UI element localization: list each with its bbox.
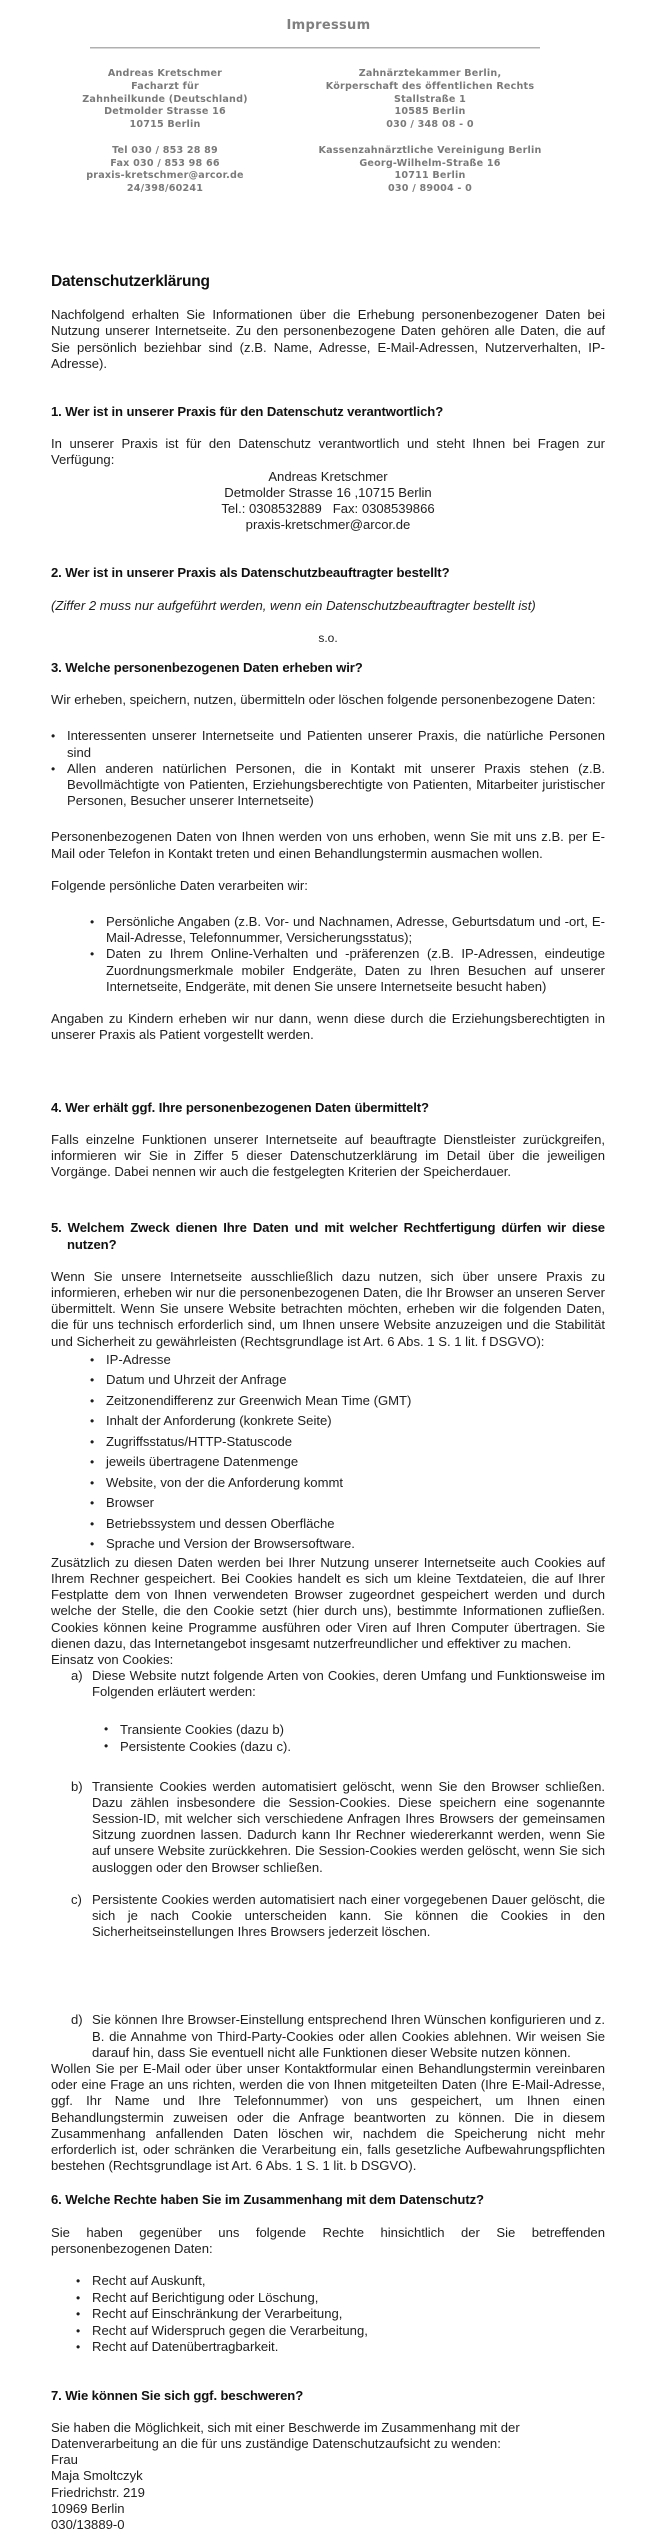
responsible-phones: Tel.: 0308532889 Fax: 0308539866 [221, 501, 435, 517]
item-text: Diese Website nutzt folgende Arten von Cookies, deren Umfang und Funktionsweise im Folgenden erläutert werden: [92, 1668, 605, 1700]
section-6-text: Sie haben gegenüber uns folgende Rechte hinsichtlich der Sie betreffenden personenbezogenen Daten: [51, 2224, 605, 2256]
list-item: • Allen anderen natürlichen Personen, die in Kontakt mit unserer Praxis stehen (z.B. Bevollmächtigte von Patienten, Erziehungsberechtigte von Patienten, Mitarbeiter juristischer Personen, Besucher unserer Internetseite) [67, 761, 605, 810]
collection-paragraph: Personenbezogenen Daten von Ihnen werden von uns erhoben, wenn Sie mit uns z.B. per E-Mail oder Telefon in Kontakt treten und einen Behandlungstermin ausmachen wollen. [51, 829, 605, 861]
responsible-name: Andreas Kretschmer [268, 468, 388, 484]
cookie-types-list [92, 1721, 605, 1755]
server-data-list [51, 1350, 605, 1555]
list-item: • Transiente Cookies (dazu b) [120, 1721, 605, 1738]
item-text: Sie können Ihre Browser-Einstellung entsprechend Ihren Wünschen konfigurieren und z. B. die Annahme von Third-Party-Cookies oder allen Cookies ablehnen. Wir weisen Sie darauf hin, dass Sie eventuell nicht alle Funktionen dieser Website nutzen können. [92, 2012, 605, 2060]
section-2-heading: 2. Wer ist in unserer Praxis als Datenschutzbeauftragter bestellt? [51, 565, 450, 581]
impressum-divider [90, 47, 540, 49]
cookie-item-a [71, 1668, 605, 1778]
item-marker: b) [71, 1778, 83, 1794]
intro-paragraph: Nachfolgend erhalten Sie Informationen über die Erhebung personenbezogener Daten bei Nutzung unserer Internetseite. Zu den personenbezogene Daten gehören alle Daten, die auf Sie persönlich beziehbar sind (z.B. Name, Adresse, E-Mail-Adressen, Nutzerverhalten, IP-Adresse). [51, 307, 605, 371]
item-marker: a) [71, 1668, 83, 1684]
chamber-city: 10585 Berlin [394, 106, 466, 118]
list-item: • Datum und Uhrzeit der Anfrage [106, 1370, 605, 1391]
list-item: • Persönliche Angaben (z.B. Vor- und Nachnamen, Adresse, Geburtsdatum und -ort, E-Mail-Adresse, Telefonnummer, Versicherungsstatus); [106, 914, 605, 946]
section-7-heading: 7. Wie können Sie sich ggf. beschweren? [51, 2387, 304, 2403]
impressum-title: Impressum [286, 18, 371, 33]
data-subjects-list [51, 728, 605, 809]
list-item: • Interessenten unserer Internetseite und Patienten unserer Praxis, die natürliche Personen sind [67, 728, 605, 760]
responsible-address: Detmolder Strasse 16 ,10715 Berlin [224, 484, 432, 500]
rights-list [51, 2273, 605, 2356]
chamber-street: Stallstraße 1 [393, 93, 467, 105]
section-5-text: Wenn Sie unsere Internetseite ausschließlich dazu nutzen, sich über unsere Praxis zu informieren, erheben wir nur die personenbezogenen Daten, die Ihr Browser an unseren Server übermittelt. Wenn Sie unsere Website betrachten möchten, erheben wir die folgenden Daten, die für uns technisch erforderlich sind, um Ihnen unsere Website anzuzeigen und die Stabilität und Sicherheit zu gewährleisten (Rechtsgrundlage ist Art. 6 Abs. 1 S. 1 lit. f DSGVO): [51, 1268, 605, 1349]
children-paragraph: Angaben zu Kindern erheben wir nur dann, wenn diese durch die Erziehungsberechtigten in unserer Praxis als Patient vorgestellt werden. [51, 1011, 605, 1043]
list-item: • Browser [106, 1493, 605, 1514]
item-text: Persistente Cookies werden automatisiert nach einer vorgegebenen Dauer gelöscht, die sich je nach Cookie unterscheiden kann. Sie können die Cookies in den Sicherheitseinstellungen Ihres Browsers jederzeit löschen. [92, 1891, 605, 1940]
practice-name: Andreas Kretschmer [107, 68, 223, 79]
chamber-name: Zahnärztekammer Berlin, [358, 68, 502, 79]
practice-contact-block [55, 68, 275, 196]
cookies-label: Einsatz von Cookies: [51, 1651, 174, 1667]
section-4-heading: 4. Wer erhält ggf. Ihre personenbezogenen Daten übermittelt? [51, 1099, 429, 1115]
supervisory-authority-contact [51, 2452, 605, 2533]
list-item: • Daten zu Ihrem Online-Verhalten und -präferenzen (z.B. IP-Adressen, eindeutige Zuordnungsmerkmale mobiler Endgeräte, Daten zu Ihren Besuchen auf unserer Internetseite, Endgeräte, mit denen Sie unsere Internetseite besucht haben) [106, 946, 605, 995]
cookie-item-b [71, 1778, 605, 1892]
item-marker: d) [71, 2012, 83, 2028]
kzv-name: Kassenzahnärztliche Vereinigung Berlin [318, 144, 542, 156]
item-marker: c) [71, 1891, 82, 1907]
spacer [55, 132, 275, 145]
section-3-heading: 3. Welche personenbezogenen Daten erheben wir? [51, 660, 363, 676]
list-item: • Persistente Cookies (dazu c). [120, 1738, 605, 1755]
cookies-paragraph: Zusätzlich zu diesen Daten werden bei Ihrer Nutzung unserer Internetseite auch Cookies auf Ihrem Rechner gespeichert. Bei Cookies handelt es sich um kleine Textdateien, die auf Ihrer Festplatte dem von Ihnen verwendeten Browser zugeordnet gespeichert werden und durch welche der Stelle, die den Cookie setzt (hier durch uns), bestimmte Informationen zufließen. Cookies können keine Programme ausführen oder Viren auf Ihren Computer übertragen. Sie dienen dazu, das Internetangebot insgesamt nutzerfreundlicher und effektiver zu machen. [51, 1554, 605, 1651]
list-item: • Inhalt der Anforderung (konkrete Seite) [106, 1411, 605, 1432]
list-item: • Recht auf Datenübertragbarkeit. [92, 2339, 605, 2356]
list-item: • Sprache und Version der Browsersoftware. [106, 1534, 605, 1555]
section-5-heading: 5. Welchem Zweck dienen Ihre Daten und mit welcher Rechtfertigung dürfen wir diese nutzen? [51, 1220, 605, 1252]
chamber-phone: 030 / 348 08 - 0 [386, 119, 474, 131]
processed-data-intro: Folgende persönliche Daten verarbeiten wir: [51, 877, 308, 893]
practice-street: Detmolder Strasse 16 [104, 106, 226, 118]
item-text: Transiente Cookies werden automatisiert gelöscht, wenn Sie den Browser schließen. Dazu zählen insbesondere die Session-Cookies. Diese speichern eine sogenannte Session-ID, mit welcher sich verschiedene Anfragen Ihres Browsers der gemeinsamen Sitzung zuordnen lassen. Dadurch kann Ihr Rechner wiedererkannt werden, wenn Sie auf unsere Website zurückkehren. Die Session-Cookies werden gelöscht, wenn Sie sich ausloggen oder den Browser schließen. [92, 1778, 605, 1875]
list-item: • Betriebssystem und dessen Oberfläche [106, 1514, 605, 1535]
section-1-heading: 1. Wer ist in unserer Praxis für den Datenschutz verantwortlich? [51, 404, 444, 420]
section-1-text: In unserer Praxis ist für den Datenschutz verantwortlich und steht Ihnen bei Fragen zur Verfügung: [51, 436, 605, 468]
authority-city: 10969 Berlin [51, 2500, 125, 2516]
section-3-text: Wir erheben, speichern, nutzen, übermitteln oder löschen folgende personenbezogene Daten: [51, 692, 596, 708]
authority-salutation: Frau [51, 2452, 78, 2468]
list-item: • Recht auf Einschränkung der Verarbeitung, [92, 2306, 605, 2323]
section-2-answer: s.o. [318, 630, 338, 645]
list-item: • Website, von der die Anforderung kommt [106, 1473, 605, 1494]
chamber-type: Körperschaft des öffentlichen Rechts [325, 80, 535, 92]
list-item: • Zeitzonendifferenz zur Greenwich Mean Time (GMT) [106, 1391, 605, 1412]
authority-name: Maja Smoltczyk [51, 2468, 143, 2484]
cookie-item-d [71, 2012, 605, 2061]
page-title: Datenschutzerklärung [51, 273, 210, 290]
practice-email-link[interactable]: praxis-kretschmer@arcor.de [86, 170, 244, 182]
section-2-note: (Ziffer 2 muss nur aufgeführt werden, wenn ein Datenschutzbeauftragter bestellt ist) [51, 597, 536, 613]
practice-title-line1: Facharzt für [131, 80, 199, 92]
practice-phone: Tel 030 / 853 28 89 [112, 144, 218, 156]
practice-tax-number: 24/398/60241 [126, 183, 204, 195]
authority-street: Friedrichstr. 219 [51, 2484, 145, 2500]
kzv-city: 10711 Berlin [394, 170, 466, 182]
kzv-phone: 030 / 89004 - 0 [388, 183, 472, 195]
section-6-heading: 6. Welche Rechte haben Sie im Zusammenhang mit dem Datenschutz? [51, 2192, 484, 2208]
cookie-item-c [71, 1891, 605, 2013]
responsible-email-link[interactable]: praxis-kretschmer@arcor.de [245, 517, 411, 533]
spacer [280, 132, 580, 145]
section-4-text: Falls einzelne Funktionen unserer Internetseite auf beauftragte Dienstleister zurückgreifen, informieren wir Sie in Ziffer 5 dieser Datenschutzerklärung im Detail über die jeweiligen Vorgänge. Dabei nennen wir auch die festgelegten Kriterien der Speicherdauer. [51, 1131, 605, 1180]
authorities-block [280, 68, 580, 196]
responsible-contact [51, 469, 605, 534]
cookie-items-list [51, 1668, 605, 2061]
privacy-policy [51, 274, 605, 2533]
list-item: • Recht auf Auskunft, [92, 2273, 605, 2290]
processed-data-list [51, 914, 605, 995]
list-item: • IP-Adresse [106, 1350, 605, 1371]
practice-city: 10715 Berlin [129, 119, 201, 131]
list-item: • jeweils übertragene Datenmenge [106, 1452, 605, 1473]
section-7-text: Sie haben die Möglichkeit, sich mit einer Beschwerde im Zusammenhang mit der Datenverarbeitung an die für uns zuständige Datenschutzaufsicht zu wenden: [51, 2419, 520, 2451]
kzv-street: Georg-Wilhelm-Straße 16 [359, 157, 501, 169]
list-item: • Recht auf Berichtigung oder Löschung, [92, 2290, 605, 2307]
authority-phone: 030/13889-0 [51, 2516, 125, 2532]
practice-title-line2: Zahnheilkunde (Deutschland) [82, 93, 248, 105]
practice-fax: Fax 030 / 853 98 66 [110, 157, 220, 169]
list-item: • Zugriffsstatus/HTTP-Statuscode [106, 1432, 605, 1453]
list-item: • Recht auf Widerspruch gegen die Verarbeitung, [92, 2323, 605, 2340]
contact-form-paragraph: Wollen Sie per E-Mail oder über unser Kontaktformular einen Behandlungstermin vereinbaren oder eine Frage an uns richten, werden die von Ihnen mitgeteilten Daten (Ihre E-Mail-Adresse, ggf. Ihr Name und Ihre Telefonnummer) von uns gespeichert, um Ihnen einen Behandlungstermin zuweisen oder die Anfrage beantworten zu können. Die in diesem Zusammenhang anfallenden Daten löschen wir, nachdem die Speicherung nicht mehr erforderlich ist, oder schränken die Verarbeitung ein, falls gesetzliche Aufbewahrungspflichten bestehen (Rechtsgrundlage ist Art. 6 Abs. 1 S. 1 lit. b DSGVO). [51, 2061, 605, 2174]
